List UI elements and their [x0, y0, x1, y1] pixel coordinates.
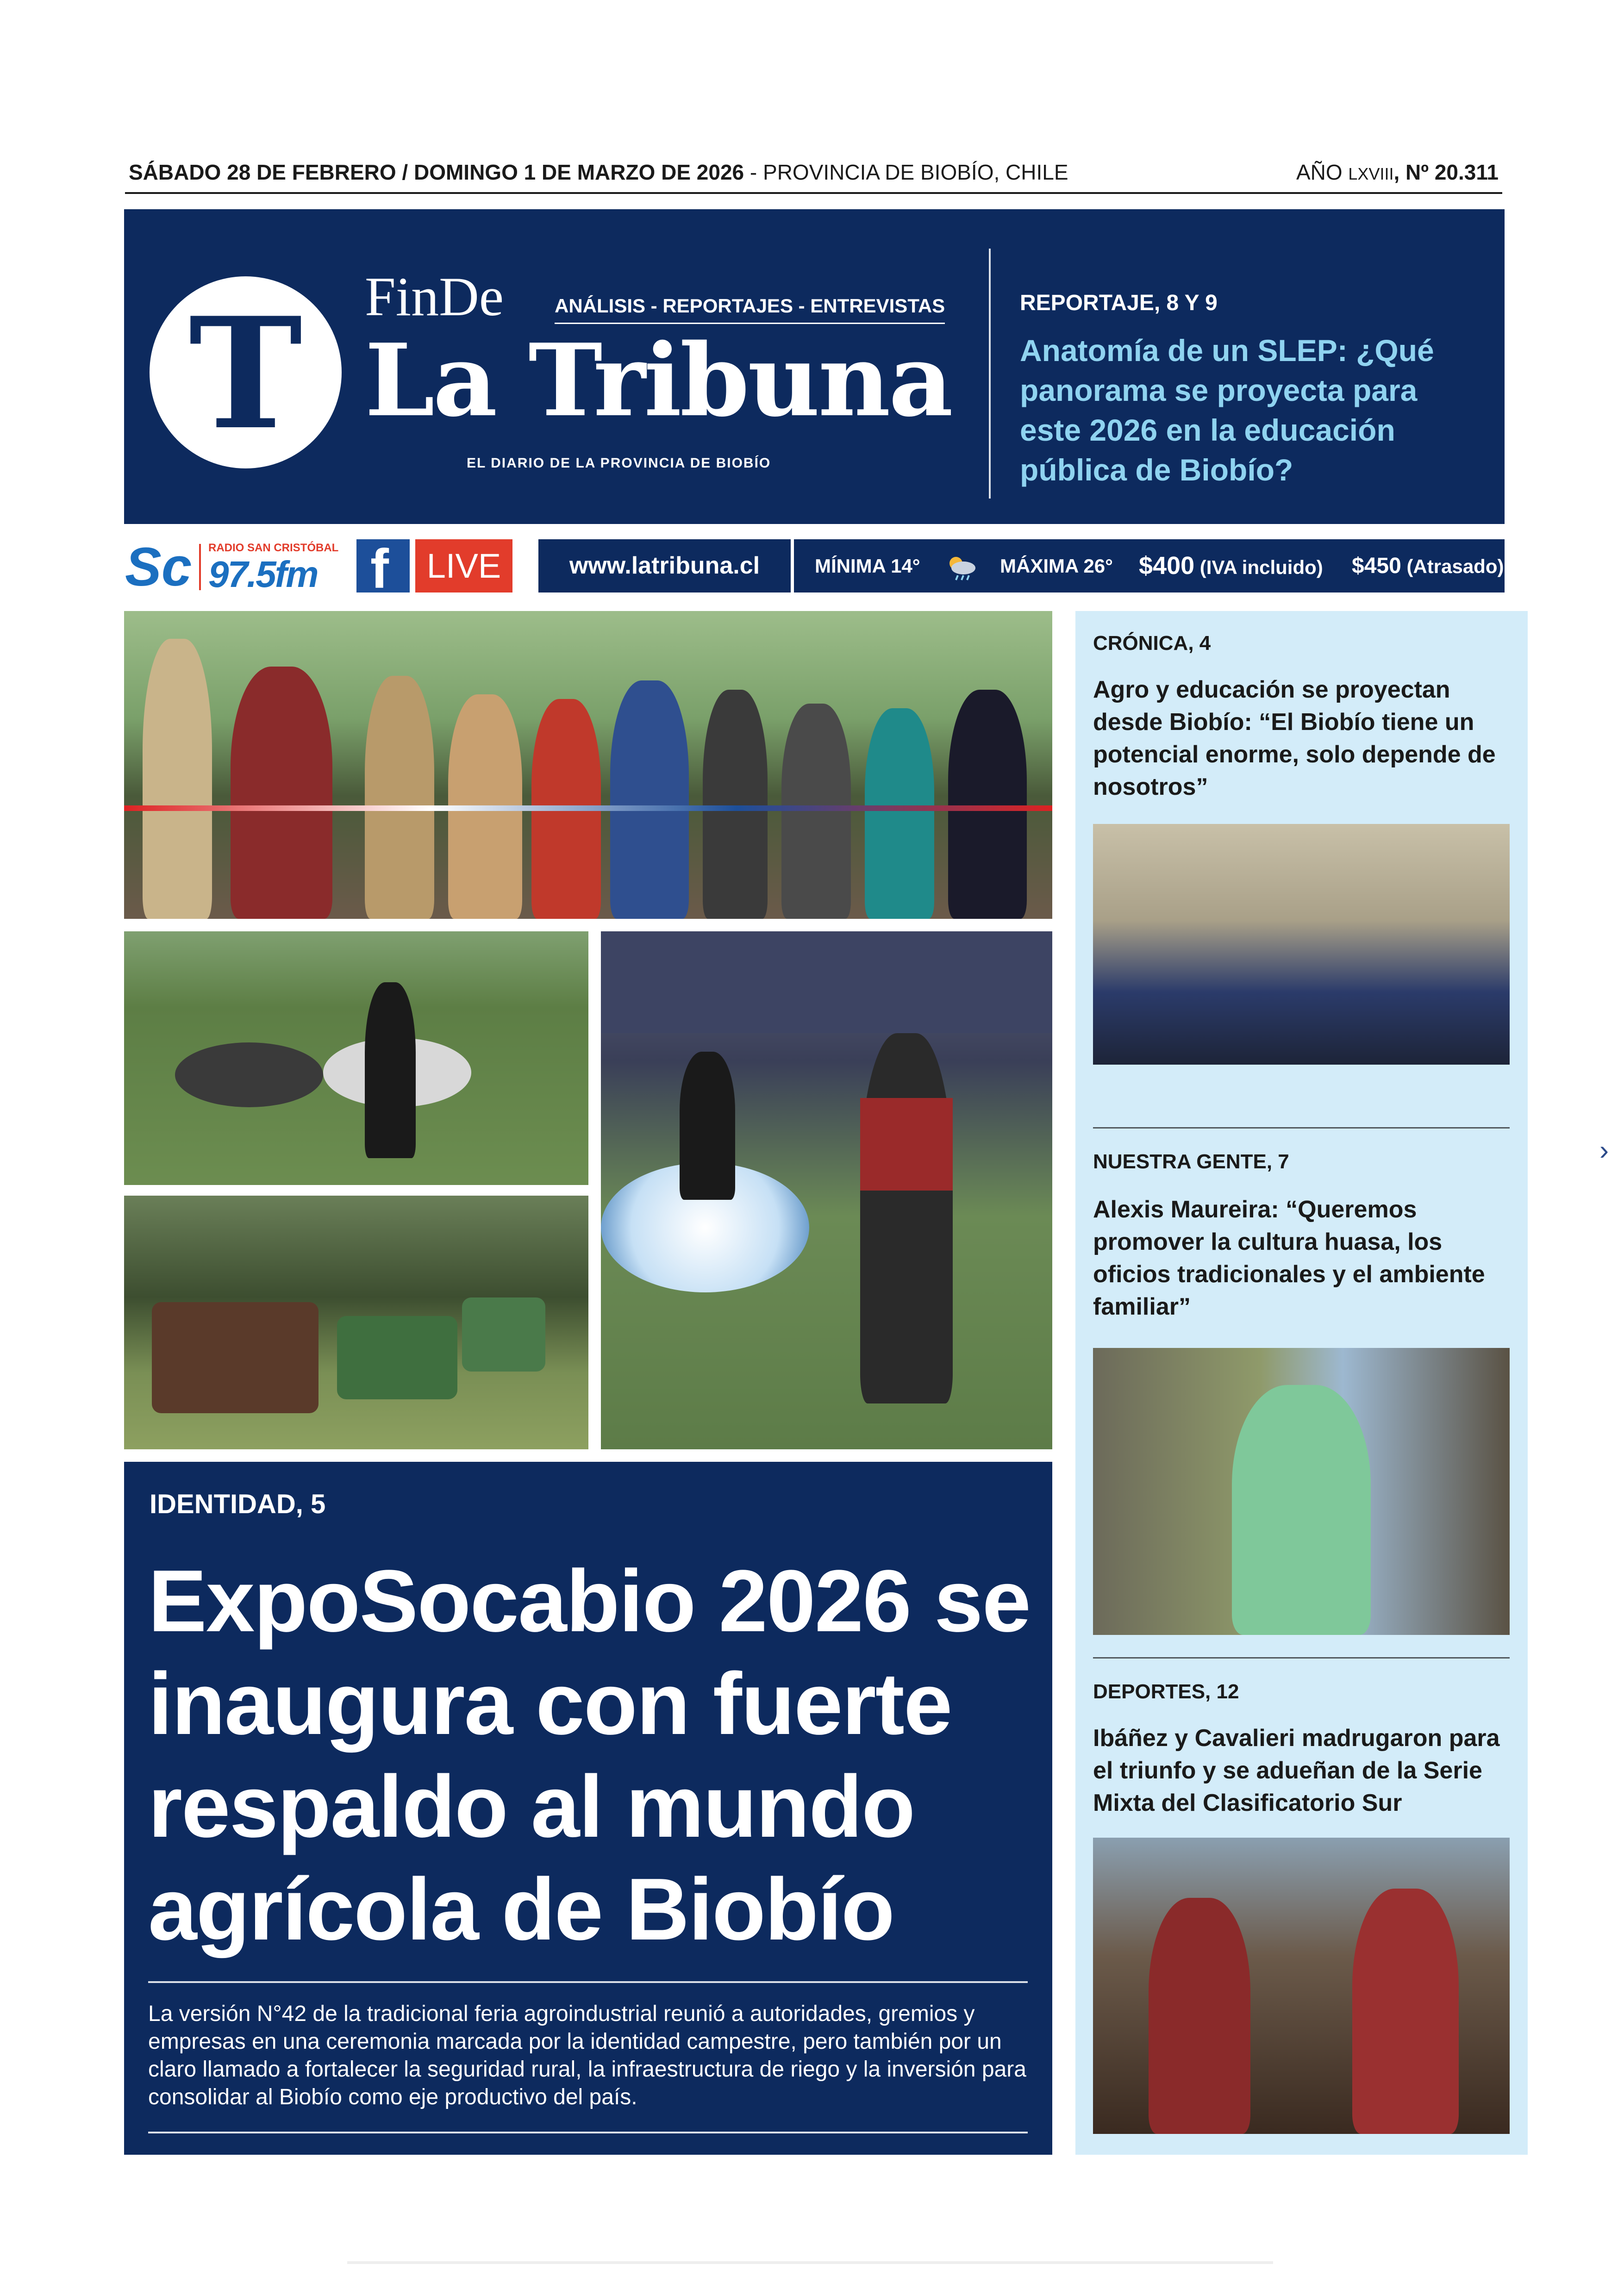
main-rule-top: [148, 1981, 1028, 1983]
late-price-value: $450: [1352, 554, 1401, 578]
price-note: (IVA incluido): [1194, 556, 1323, 578]
sidebar-headline-cronica[interactable]: Agro y educación se proyectan desde Biobío: “El Biobío tiene un potencial enorme, solo depende de nosotros”: [1093, 676, 1496, 800]
late-price: [1352, 539, 1504, 593]
radio-logo-mark: Sc: [125, 536, 192, 598]
website-link[interactable]: www.latribuna.cl: [538, 539, 791, 592]
sidebar: [1075, 611, 1528, 2155]
min-temperature: MÍNIMA 14°: [815, 555, 920, 577]
sidebar-divider: [1093, 1127, 1510, 1129]
rodeo-riders-photo[interactable]: [1093, 1838, 1510, 2134]
finde-label: FinDe: [365, 266, 504, 327]
newspaper-subtitle: EL DIARIO DE LA PROVINCIA DE BIOBÍO: [467, 455, 771, 471]
sidebar-section-nuestra-gente: NUESTRA GENTE, 7: [1093, 1150, 1289, 1173]
max-temperature: MÁXIMA 26°: [1000, 555, 1113, 577]
partly-cloudy-rain-icon: [942, 553, 979, 581]
sidebar-section-cronica: CRÓNICA, 4: [1093, 632, 1211, 655]
next-page-chevron-icon[interactable]: ›: [1599, 1135, 1609, 1166]
feature-section-label: REPORTAJE, 8 Y 9: [1020, 291, 1218, 315]
newspaper-title[interactable]: La Tribuna: [365, 322, 951, 439]
radio-name: RADIO SAN CRISTÓBAL: [208, 542, 339, 554]
main-section-label: IDENTIDAD, 5: [150, 1489, 326, 1519]
masthead-divider: [989, 249, 991, 499]
ribbon-cutting-photo[interactable]: [124, 611, 1052, 919]
bottom-divider: [347, 2261, 1273, 2264]
radio-logo-separator: [199, 544, 201, 590]
date-text: SÁBADO 28 DE FEBRERO / DOMINGO 1 DE MARZO DE 2026: [129, 160, 744, 184]
weather-price-bar: [794, 539, 1505, 592]
newspaper-logo[interactable]: [150, 276, 342, 468]
panel-discussion-photo[interactable]: [1093, 824, 1510, 1065]
main-rule-bottom: [148, 2132, 1028, 2133]
year-label: AÑO: [1296, 160, 1349, 184]
sidebar-headline-deportes[interactable]: Ibáñez y Cavalieri madrugaron para el triunfo y se adueñan de la Serie Mixta del Clasificatorio Sur: [1093, 1725, 1500, 1816]
horses-photo[interactable]: [124, 931, 588, 1185]
issue-number: [1296, 160, 1499, 185]
radio-logo[interactable]: [125, 536, 343, 598]
sidebar-headline-nuestra-gente[interactable]: Alexis Maureira: “Queremos promover la cultura huasa, los oficios tradicionales y el ambiente familiar”: [1093, 1196, 1485, 1320]
radio-frequency: 97.5fm: [208, 554, 318, 595]
logo-letter: T: [188, 284, 303, 463]
cueca-dance-photo[interactable]: [601, 931, 1052, 1449]
masthead: [124, 209, 1505, 524]
main-story[interactable]: [124, 1462, 1052, 2155]
feature-headline[interactable]: Anatomía de un SLEP: ¿Qué panorama se proyecta para este 2026 en la educación pública de Biobío?: [1020, 333, 1434, 487]
facebook-glyph: f: [370, 538, 389, 600]
main-headline[interactable]: ExpoSocabio 2026 se inaugura con fuerte respaldo al mundo agrícola de Biobío: [148, 1552, 1031, 1958]
sidebar-section-deportes: DEPORTES, 12: [1093, 1680, 1239, 1703]
alexis-maureira-photo[interactable]: [1093, 1348, 1510, 1635]
tractors-photo[interactable]: [124, 1196, 588, 1449]
late-price-note: (Atrasado): [1401, 555, 1504, 577]
location-text: - PROVINCIA DE BIOBÍO, CHILE: [744, 160, 1068, 184]
issue-text: , Nº 20.311: [1393, 160, 1499, 184]
price: [1139, 539, 1323, 594]
sidebar-divider: [1093, 1657, 1510, 1659]
facebook-icon[interactable]: [356, 538, 410, 600]
sections-tagline: ANÁLISIS - REPORTAJES - ENTREVISTAS: [555, 295, 945, 324]
live-button[interactable]: LIVE: [415, 539, 512, 592]
year-roman: LXVIII: [1348, 164, 1394, 183]
dateline: [125, 160, 1502, 194]
price-value: $400: [1139, 552, 1195, 580]
main-lede: La versión N°42 de la tradicional feria agroindustrial reunió a autoridades, gremios y empresas en una ceremonia marcada por la identidad campestre, pero también por un claro llamado a fortalecer la seguridad rural, la infraestructura de riego y la inversión para consolidar al Biobío como eje productivo del país.: [148, 2002, 1026, 2109]
dateline-left: [129, 160, 1068, 185]
